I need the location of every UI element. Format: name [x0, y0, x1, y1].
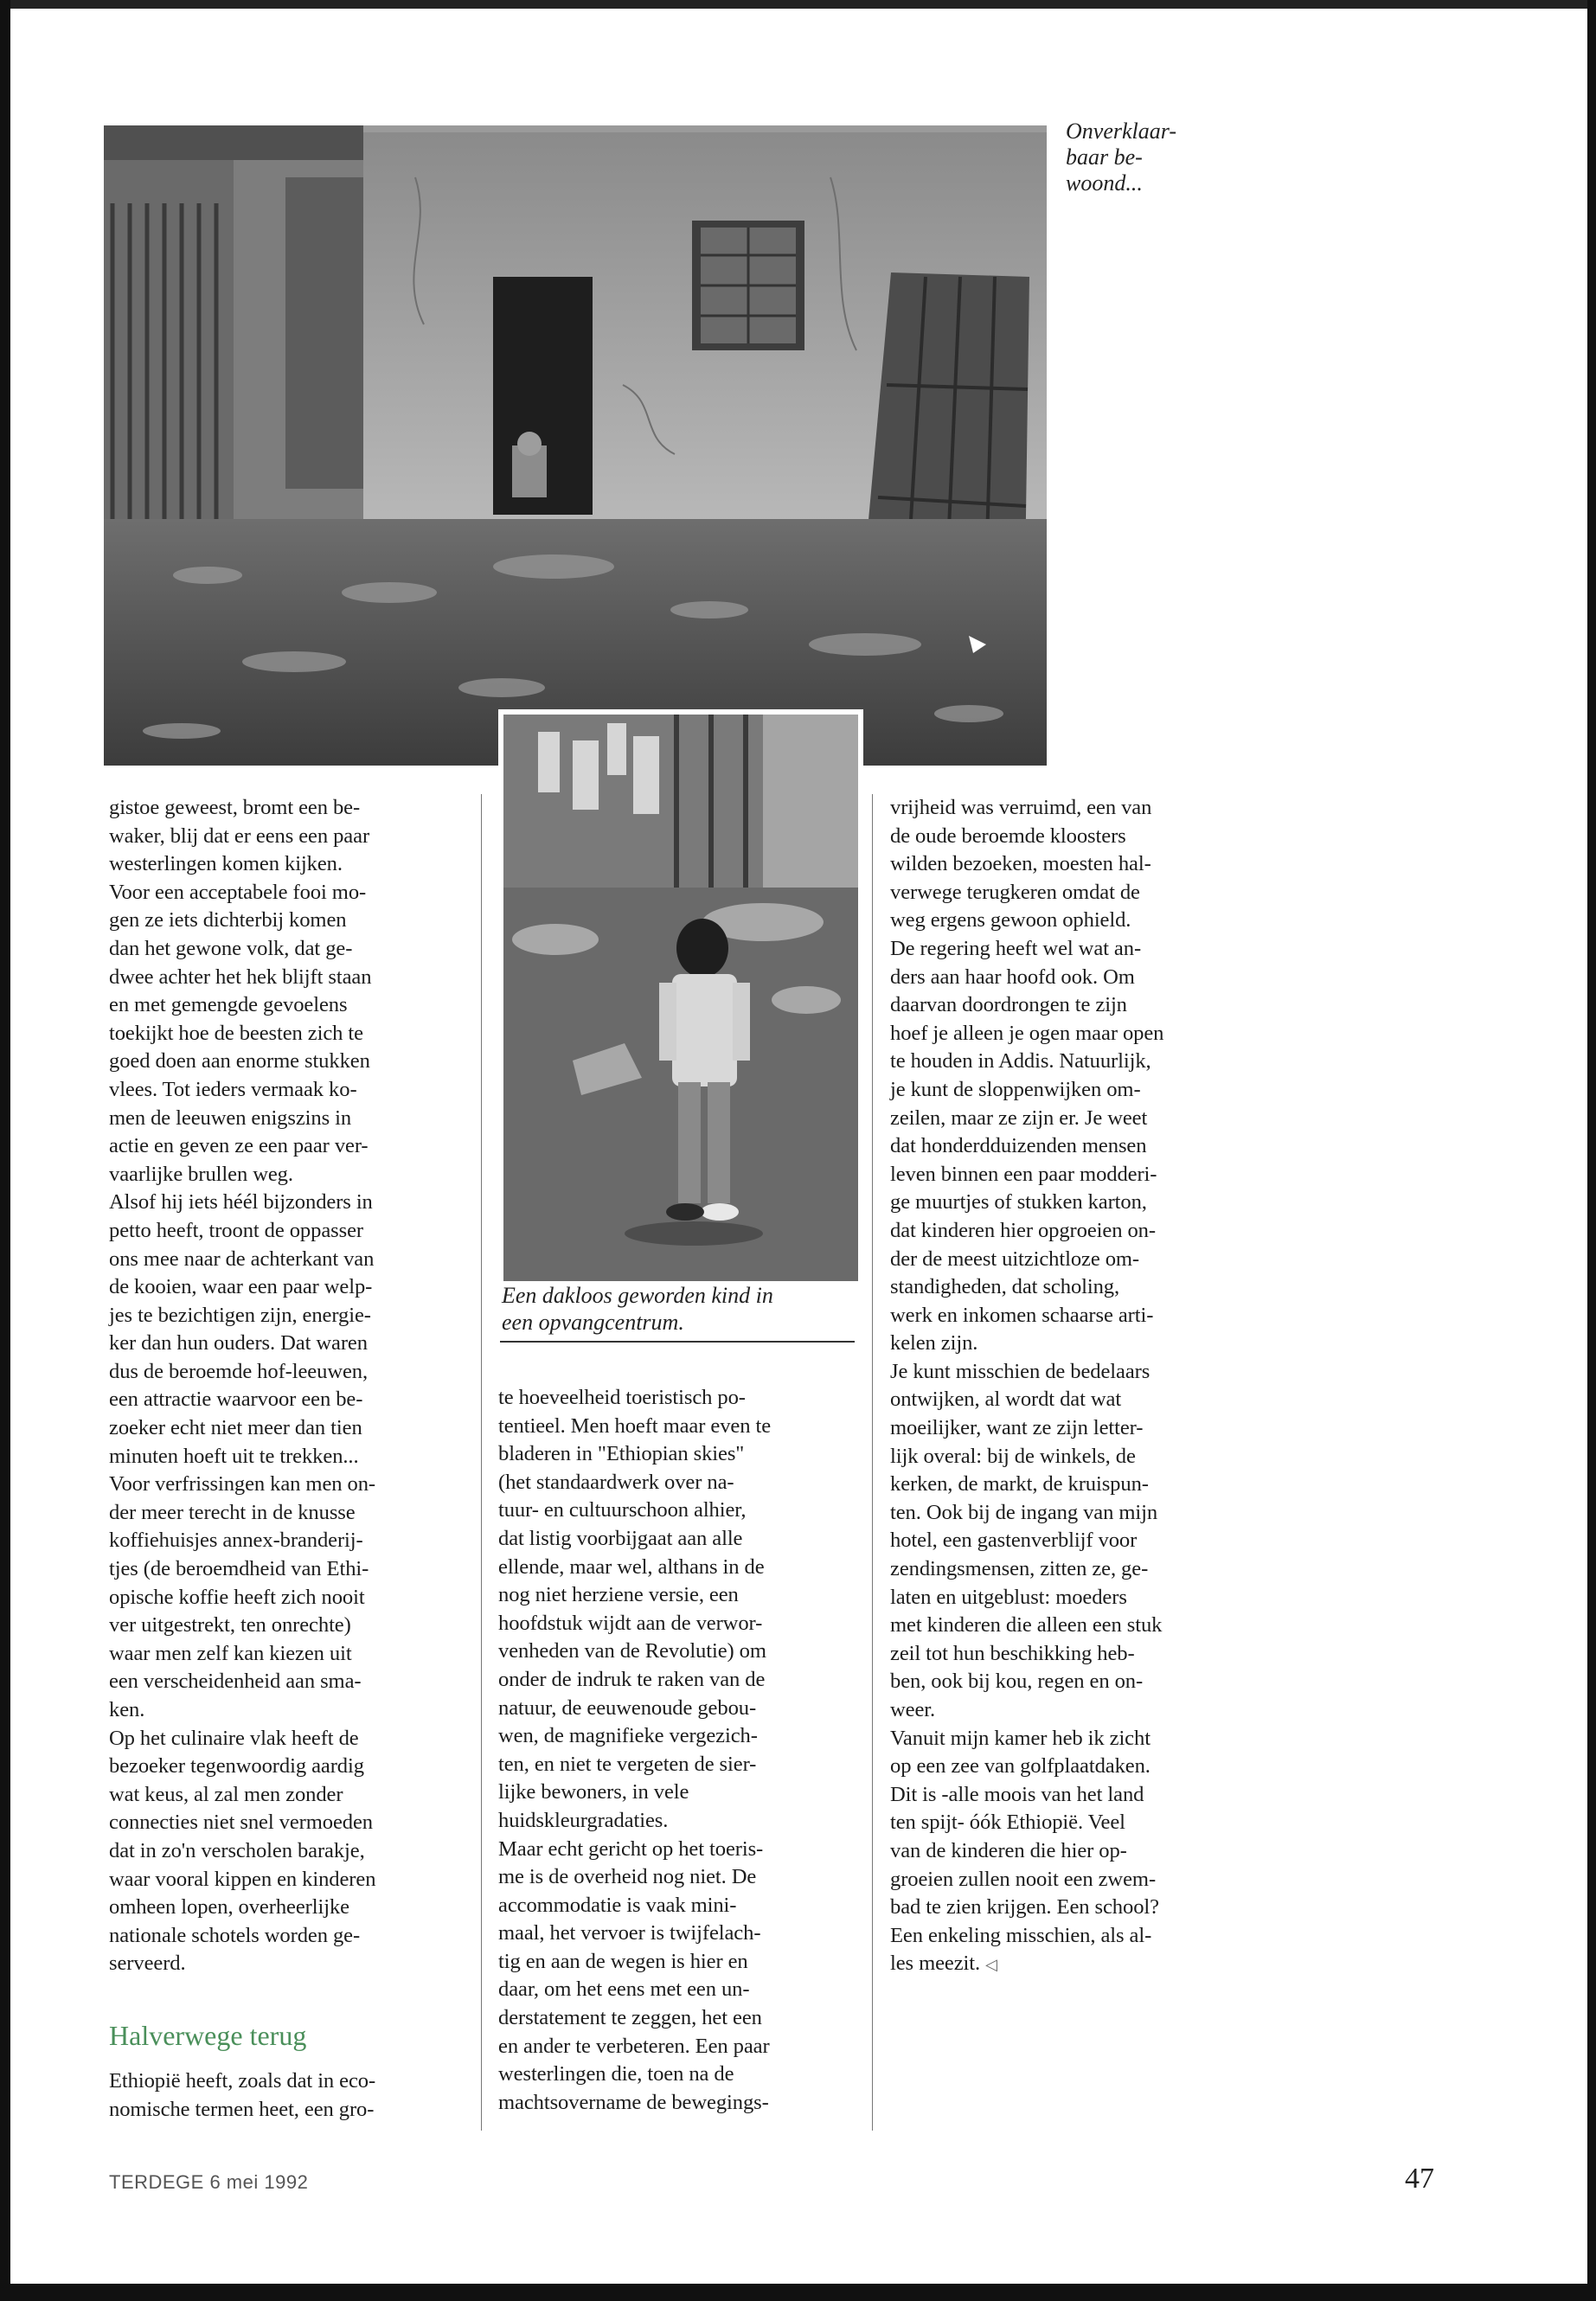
text-line: kelen zijn. — [890, 1331, 978, 1356]
text-line: standigheden, dat scholing, — [890, 1275, 1120, 1299]
text-line: zeilen, maar ze zijn er. Je weet — [890, 1106, 1148, 1130]
caption-photo-top — [1066, 119, 1213, 196]
text-line: (het standaardwerk over na- — [498, 1470, 734, 1494]
text-line: daar, om het eens met een un- — [498, 1977, 750, 2002]
text-line: een attractie waarvoor een be- — [109, 1388, 363, 1412]
text-line: tig en aan de wegen is hier en — [498, 1949, 748, 1973]
text-line: ker dan hun ouders. Dat waren — [109, 1331, 368, 1356]
text-line: westerlingen die, toen na de — [498, 2062, 734, 2086]
text-line: dat honderdduizenden mensen — [890, 1134, 1147, 1158]
text-line: dwee achter het hek blijft staan — [109, 965, 372, 989]
text-line: les meezit. — [890, 1952, 981, 1976]
text-line: vlees. Tot ieders vermaak ko- — [109, 1077, 357, 1101]
text-line: vrijheid was verruimd, een van — [890, 796, 1152, 819]
text-line: dat kinderen hier opgroeien on- — [890, 1218, 1156, 1242]
text-line: ellende, maar wel, althans in de — [498, 1554, 765, 1579]
text-line: ten. Ook bij de ingang van mijn — [890, 1500, 1158, 1524]
text-line: gen ze iets dichterbij komen — [109, 908, 347, 933]
text-line: onder de indruk te raken van de — [498, 1667, 766, 1691]
text-line: zeil tot hun beschikking heb- — [890, 1641, 1135, 1665]
text-line: ben, ook bij kou, regen en on- — [890, 1670, 1144, 1694]
photo-slum-house-image — [104, 125, 1047, 766]
photo-slum-house — [104, 125, 1047, 766]
article-column-1-continued — [109, 2067, 460, 2124]
text-line: petto heeft, troont de oppasser — [109, 1218, 363, 1242]
text-line: der meer terecht in de knusse — [109, 1500, 356, 1524]
text-line: venheden van de Revolutie) om — [498, 1639, 766, 1663]
text-line: dat in zo'n verscholen barakje, — [109, 1838, 365, 1862]
column-divider — [481, 794, 482, 2131]
scan-border-bottom — [0, 2284, 1596, 2301]
text-line: moeilijker, want ze zijn letter- — [890, 1416, 1144, 1440]
text-line: werk en inkomen schaarse arti- — [890, 1303, 1154, 1327]
text-line: der de meest uitzichtloze om- — [890, 1247, 1140, 1271]
text-line: Voor een acceptabele fooi mo- — [109, 880, 367, 904]
text-line: waar vooral kippen en kinderen — [109, 1867, 376, 1891]
text-line: zendingsmensen, zitten ze, ge- — [890, 1557, 1149, 1581]
text-line: accommodatie is vaak mini- — [498, 1893, 737, 1917]
text-line: wat keus, al zal men zonder — [109, 1782, 343, 1806]
text-line: ten spijt- óók Ethiopië. Veel — [890, 1811, 1125, 1835]
text-line: kerken, de markt, de kruispun- — [890, 1472, 1149, 1497]
text-line: groeien zullen nooit een zwem- — [890, 1867, 1157, 1891]
text-line: weer. — [890, 1698, 936, 1721]
text-line-final — [890, 1950, 1253, 1979]
text-line: bladeren in "Ethiopian skies" — [498, 1442, 745, 1466]
article-column-3 — [890, 794, 1253, 1979]
text-line: Je kunt misschien de bedelaars — [890, 1359, 1151, 1383]
text-line: met kinderen die alleen een stuk — [890, 1613, 1163, 1638]
text-line: derstatement te zeggen, het een — [498, 2006, 762, 2030]
text-line: Dit is -alle moois van het land — [890, 1782, 1144, 1806]
text-line: nog niet herziene versie, een — [498, 1583, 739, 1607]
text-line: daarvan doordrongen te zijn — [890, 993, 1127, 1017]
article-column-1 — [109, 794, 460, 1978]
text-line: bezoeker tegenwoordig aardig — [109, 1754, 364, 1779]
text-line: ken. — [109, 1698, 145, 1721]
text-line: toekijkt hoe de beesten zich te — [109, 1021, 363, 1045]
text-line: ten, en niet te vergeten de sier- — [498, 1752, 757, 1776]
text-line: actie en geven ze een paar ver- — [109, 1134, 369, 1158]
text-line: dan het gewone volk, dat ge- — [109, 936, 353, 960]
caption-top-line: woond... — [1066, 170, 1143, 195]
text-line: hotel, een gastenverblijf voor — [890, 1529, 1138, 1553]
text-line: vaarlijke brullen weg. — [109, 1162, 293, 1186]
page-number: 47 — [1405, 2163, 1434, 2195]
text-line: laten en uitgeblust: moeders — [890, 1585, 1127, 1609]
text-line: lijke bewoners, in vele — [498, 1780, 689, 1804]
text-line: Op het culinaire vlak heeft de — [109, 1726, 359, 1750]
text-line: de oude beroemde kloosters — [890, 824, 1126, 848]
scan-border-right — [1587, 0, 1596, 2301]
text-line: Een enkeling misschien, als al- — [890, 1923, 1152, 1947]
text-line: Vanuit mijn kamer heb ik zicht — [890, 1726, 1151, 1750]
text-line: leven binnen een paar modderi- — [890, 1162, 1157, 1186]
text-line: ders aan haar hoofd ook. Om — [890, 965, 1135, 989]
text-line: ver uitgestrekt, ten onrechte) — [109, 1613, 351, 1638]
text-line: connecties niet snel vermoeden — [109, 1811, 373, 1835]
text-line: serveerd. — [109, 1952, 186, 1976]
caption-top-line: Onverklaar- — [1066, 119, 1176, 144]
text-line: verwege terugkeren omdat de — [890, 880, 1140, 904]
text-line: tjes (de beroemdheid van Ethi- — [109, 1557, 369, 1581]
text-line: natuur, de eeuwenoude gebou- — [498, 1695, 757, 1720]
text-line: bad te zien krijgen. Een school? — [890, 1895, 1159, 1920]
photo-homeless-child-image — [503, 715, 858, 1281]
text-line: en ander te verbeteren. Een paar — [498, 2034, 770, 2058]
text-line: me is de overheid nog niet. De — [498, 1865, 757, 1889]
caption-photo-child — [502, 1282, 856, 1336]
text-line: minuten hoeft uit te trekken... — [109, 1444, 359, 1468]
caption-child-line: een opvangcentrum. — [502, 1310, 684, 1335]
text-line: op een zee van golfplaatdaken. — [890, 1754, 1151, 1779]
caption-child-line: Een dakloos geworden kind in — [502, 1283, 773, 1308]
text-line: wen, de magnifieke vergezich- — [498, 1724, 758, 1748]
text-line: nationale schotels worden ge- — [109, 1923, 361, 1947]
scan-border-left — [0, 0, 10, 2301]
text-line: te hoeveelheid toeristisch po- — [498, 1386, 746, 1409]
text-line: ons mee naar de achterkant van — [109, 1247, 375, 1271]
text-line: weg ergens gewoon ophield. — [890, 908, 1131, 933]
footer-publication: TERDEGE 6 mei 1992 — [109, 2171, 309, 2193]
text-line: Maar echt gericht op het toeris- — [498, 1836, 764, 1861]
text-line: dat listig voorbijgaat aan alle — [498, 1526, 743, 1550]
photo-homeless-child — [498, 709, 863, 1286]
text-line: een verscheidenheid aan sma- — [109, 1670, 362, 1694]
text-line: dus de beroemde hof-leeuwen, — [109, 1359, 369, 1383]
text-line: waker, blij dat er eens een paar — [109, 824, 370, 848]
article-column-2 — [498, 1384, 853, 2117]
caption-top-line: baar be- — [1066, 144, 1143, 170]
text-line: te houden in Addis. Natuurlijk, — [890, 1049, 1151, 1074]
text-line: ge muurtjes of stukken karton, — [890, 1190, 1147, 1215]
column-divider — [872, 794, 873, 2131]
text-line: Voor verfrissingen kan men on- — [109, 1472, 375, 1497]
text-line: nomische termen heet, een gro- — [109, 2097, 375, 2121]
text-line: Alsof hij iets héél bijzonders in — [109, 1190, 373, 1215]
text-line: de kooien, waar een paar welp- — [109, 1275, 373, 1299]
section-heading: Halverwege terug — [109, 2020, 307, 2051]
end-of-article-mark-icon: ◁ — [985, 1956, 997, 1974]
text-line: waar men zelf kan kiezen uit — [109, 1641, 352, 1665]
text-line: tuur- en cultuurschoon alhier, — [498, 1498, 747, 1522]
text-line: en met gemengde gevoelens — [109, 993, 348, 1017]
text-line: westerlingen komen kijken. — [109, 852, 343, 876]
text-line: ontwijken, al wordt dat wat — [890, 1388, 1122, 1412]
text-line: hoef je alleen je ogen maar open — [890, 1021, 1164, 1045]
text-line: goed doen aan enorme stukken — [109, 1049, 370, 1074]
scan-border-top — [0, 0, 1596, 9]
text-line: maal, het vervoer is twijfelach- — [498, 1921, 761, 1945]
text-line: van de kinderen die hier op- — [890, 1838, 1127, 1862]
text-line: omheen lopen, overheerlijke — [109, 1895, 349, 1920]
text-line: lijk overal: bij de winkels, de — [890, 1444, 1136, 1468]
text-line: opische koffie heeft zich nooit — [109, 1585, 365, 1609]
text-line: huidskleurgradaties. — [498, 1808, 669, 1832]
text-line: tentieel. Men hoeft maar even te — [498, 1413, 772, 1438]
text-line: gistoe geweest, bromt een be- — [109, 796, 361, 819]
text-line: wilden bezoeken, moesten hal- — [890, 852, 1151, 876]
caption-rule — [500, 1341, 855, 1343]
text-line: jes te bezichtigen zijn, energie- — [109, 1303, 371, 1327]
text-line: De regering heeft wel wat an- — [890, 936, 1142, 960]
text-line: koffiehuisjes annex-branderij- — [109, 1529, 363, 1553]
text-line: je kunt de sloppenwijken om- — [890, 1077, 1141, 1101]
text-line: men de leeuwen enigszins in — [109, 1106, 352, 1130]
text-line: machtsovername de bewegings- — [498, 2090, 769, 2114]
text-line: Ethiopië heeft, zoals dat in eco- — [109, 2069, 376, 2093]
text-line: hoofdstuk wijdt aan de verwor- — [498, 1611, 763, 1635]
text-line: zoeker echt niet meer dan tien — [109, 1416, 362, 1440]
